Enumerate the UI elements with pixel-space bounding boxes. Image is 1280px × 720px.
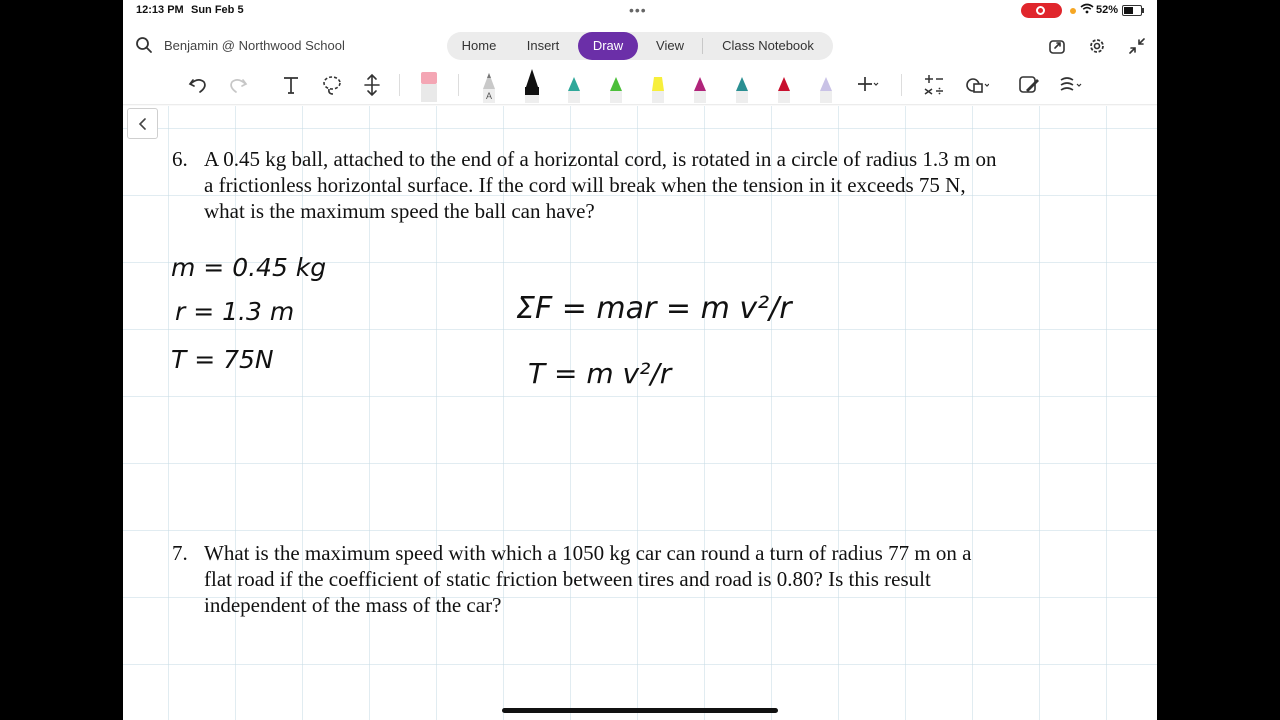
toolbar-divider [399,74,400,96]
insert-space-icon[interactable] [359,72,385,98]
note-canvas[interactable] [123,106,1157,720]
collapse-icon[interactable] [1127,36,1147,56]
question-line: what is the maximum speed the ball can have? [204,199,595,223]
undo-icon[interactable] [185,72,211,98]
question-number: 6. [172,147,188,171]
gear-icon[interactable] [1087,36,1107,56]
share-icon[interactable] [1047,36,1067,56]
status-bar [123,0,1157,22]
yellow-highlighter-tool[interactable] [647,67,669,103]
question-line: a frictionless horizontal surface. If the cord will break when the tension in it exceeds 75 N, [204,173,966,197]
green-pen-tool[interactable] [605,67,627,103]
eraser-tool[interactable] [418,67,440,103]
red-pen-tool[interactable] [773,67,795,103]
black-pen-tool[interactable] [521,67,543,103]
add-icon[interactable] [853,72,879,98]
ink-to-text-icon[interactable] [1016,72,1042,98]
handwritten-ink [123,106,1157,720]
math-icon[interactable] [921,72,947,98]
mic-indicator-icon [1070,8,1076,14]
ink-equation-tension: T = m v²/r [528,357,672,390]
tab-divider [702,38,703,54]
lavender-pen-tool[interactable] [815,67,837,103]
text-icon[interactable] [278,72,304,98]
status-date: Sun Feb 5 [191,4,244,16]
ink-options-icon[interactable] [1057,72,1083,98]
tab-draw[interactable]: Draw [578,32,638,60]
status-time: 12:13 PM [136,4,184,16]
question-line: independent of the mass of the car? [204,593,502,617]
redo-icon[interactable] [225,72,251,98]
question-line: A 0.45 kg ball, attached to the end of a horizontal cord, is rotated in a circle of radius 1.3 m on [204,147,997,171]
home-indicator[interactable] [502,708,778,713]
shapes-icon[interactable] [963,72,989,98]
wifi-icon [1080,3,1094,17]
tab-home[interactable]: Home [461,38,497,53]
teal-pen-2-tool[interactable] [731,67,753,103]
teal-pen-tool[interactable] [563,67,585,103]
screen-recording-icon[interactable] [1021,3,1062,18]
draw-toolbar [123,66,1157,104]
ink-given-mass: m = 0.45 kg [171,253,327,282]
lasso-icon[interactable] [319,72,345,98]
question-number: 7. [172,541,188,565]
question-line: flat road if the coefficient of static friction between tires and road is 0.80? Is this result [204,567,931,591]
ink-given-radius: r = 1.3 m [175,297,295,326]
tab-view[interactable]: View [656,38,684,53]
toolbar-divider [458,74,459,96]
ink-equation-newton: ΣF = mar = m v²/r [516,291,792,326]
ink-given-tension: T = 75N [171,345,274,374]
svg-text:A: A [485,91,493,101]
notebook-title[interactable]: Benjamin @ Northwood School [164,38,345,53]
battery-icon [1122,5,1142,16]
ribbon-tabs [447,32,833,60]
tab-insert[interactable]: Insert [526,38,560,53]
question-line: What is the maximum speed with which a 1050 kg car can round a turn of radius 77 m on a [204,541,972,565]
tab-class-notebook[interactable]: Class Notebook [722,38,814,53]
onenote-app [123,0,1157,720]
header-bar [123,28,1157,62]
magenta-pen-tool[interactable] [689,67,711,103]
battery-percent: 52% [1096,4,1119,16]
multitask-dots-icon[interactable]: ••• [629,2,647,18]
search-icon[interactable] [135,36,153,54]
pencil-tool[interactable] [478,67,500,103]
toolbar-divider [901,74,902,96]
